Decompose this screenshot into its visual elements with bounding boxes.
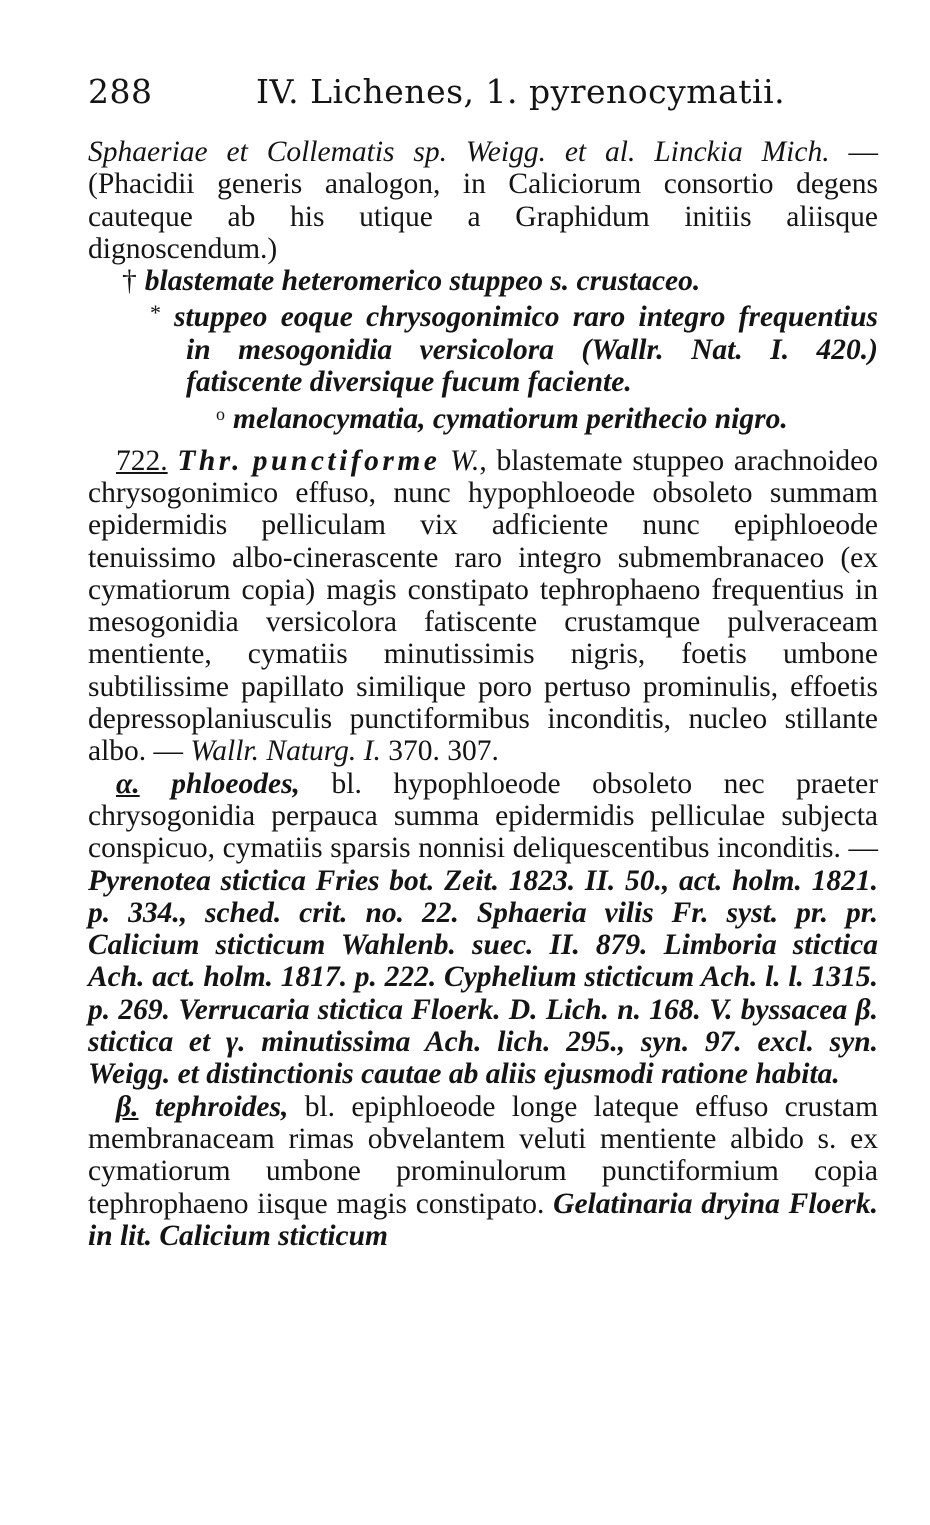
subsection-circle-text: melanocymatia, cymatiorum perithecio nigro. [233, 403, 788, 436]
species-author: W. [450, 444, 480, 477]
species-reference: Wallr. Naturg. I. [190, 735, 381, 768]
intro-note: — (Phacidii generis analogon, in Caliciorum consortio degens cauteque ab his utique a Graphidum initiis aliisque dignoscendum.) [88, 136, 879, 265]
variety-beta-synonyms: Gelatinaria dryina Floerk. in lit. Calicium sticticum [88, 1187, 878, 1252]
variety-beta-letter: β. [116, 1090, 139, 1123]
subsection-dagger-text: blastemate heteromerico stuppeo s. crustaceo. [144, 265, 701, 298]
species-epithet: punctiforme [252, 444, 441, 477]
variety-beta-description: bl. epiphloeode longe lateque effuso crustam membranaceam rimas obvelantem veluti mentiente albido s. ex cymatiorum umbone prominulorum punctiformium copia tephrophaeno iisque magis constipato. [88, 1090, 879, 1220]
page-body [88, 136, 878, 1252]
intro-paragraph [88, 136, 878, 265]
variety-beta-paragraph [88, 1091, 878, 1252]
circle-marker: o [216, 404, 225, 425]
species-722-paragraph [88, 445, 878, 768]
variety-alpha-name: phloeodes, [171, 767, 300, 800]
species-genus: Thr. [177, 444, 244, 477]
subsection-circle [216, 398, 878, 435]
variety-beta-name: tephroides, [154, 1090, 289, 1123]
variety-alpha-paragraph [88, 768, 878, 1091]
species-number: 722. [116, 444, 168, 477]
running-title: IV. Lichenes, 1. pyrenocymatii. [256, 72, 786, 111]
intro-synonyms: Sphaeriae et Collematis sp. Weigg. et al. Linckia Mich. [88, 136, 830, 168]
subsection-dagger [122, 265, 878, 297]
subsection-asterisk-text: stuppeo eoque chrysogonimico raro integro frequentius in mesogonidia versicolora (Wallr. Nat. I. 420.) fatiscente diversique fucum faciente. [174, 301, 878, 399]
variety-alpha-description: bl. hypophloeode obsoleto nec praeter chrysogonidia perpauca summa epidermidis pelliculae subjecta conspicuo, cymatiis sparsis nonnisi deliquescentibus inconditis. — [88, 767, 879, 865]
species-reference-pages: 370. 307. [388, 735, 499, 768]
subsection-asterisk: * stuppeo eoque chrysogonimico raro integro frequentius in mesogonidia versicolora (Wallr. Nat. I. 420.) fatiscente diversique fucum faciente. [150, 300, 878, 399]
species-description: , blastemate stuppeo arachnoideo chrysogonimico effuso, nunc hypophloeode obsoleto summam epidermidis pelliculam vix adficiente nunc epiphloeode tenuissimo albo-cinerascente raro integro submembranaceo (ex cymatiorum copia) magis constipato tephrophaeno frequentius in mesogonidia versicolora fatiscente crustamque pulveraceam mentiente, cymatiis minutissimis nigris, foetis umbone subtilissime papillato similique poro pertuso prominulis, effoetis depressoplaniusculis punctiformibus inconditis, nucleo stillante albo. — [88, 444, 879, 768]
variety-alpha-synonyms: Pyrenotea stictica Fries bot. Zeit. 1823. II. 50., act. holm. 1821. p. 334., sched. crit. no. 22. Sphaeria vilis Fr. syst. pr. pr. Calicium sticticum Wahlenb. suec. II. 879. Limboria stictica Ach. act. holm. 1817. p. 222. Cyphelium sticticum Ach. l. l. 1315. p. 269. Verrucaria stictica Floerk. D. Lich. n. 168. V. byssacea β. stictica et γ. minutissima Ach. lich. 295., syn. 97. excl. syn. Weigg. et distinctionis cautae ab aliis ejusmodi ratione habita. [88, 864, 878, 1091]
variety-alpha-letter: α. [116, 767, 140, 800]
dagger-marker: † [122, 265, 137, 298]
page-number: 288 [88, 72, 153, 111]
